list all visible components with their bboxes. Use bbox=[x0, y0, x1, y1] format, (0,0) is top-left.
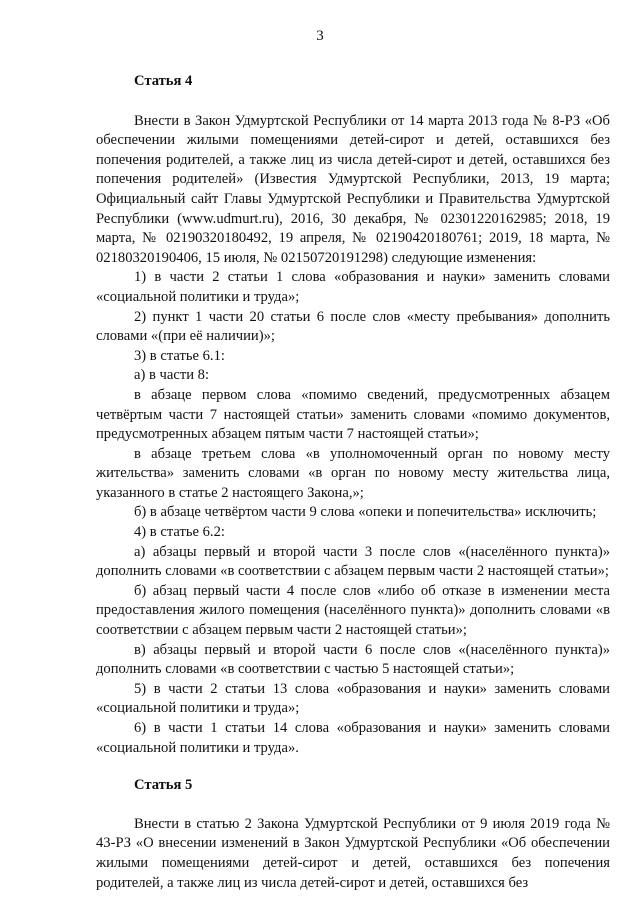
article-4-paragraph: 3) в статье 6.1: bbox=[134, 347, 225, 364]
article-5-paragraph: Внести в статью 2 Закона Удмуртской Республики от 9 июля 2019 года № 43-РЗ «О внесении изменений в Закон Удмуртской Республики «Об обеспечении жилыми помещениями детей-сирот и детей, оставшихся без попечения родителей, а также лиц из числа детей-сирот и детей, оставшихся без bbox=[96, 815, 610, 891]
article-4-paragraph: а) абзацы первый и второй части 3 после слов «(населённого пункта)» дополнить словами «в соответствии с абзацем первым части 2 настоящей статьи»; bbox=[96, 543, 610, 580]
page-number: 3 bbox=[316, 28, 324, 44]
article-4-paragraph: Внести в Закон Удмуртской Республики от 14 марта 2013 года № 8-РЗ «Об обеспечении жилыми помещениями детей-сирот и детей, оставшихся без попечения родителей, а также лиц из числа детей-сирот и детей, оставшихся без попечения родителей» (Известия Удмуртской Республики, 2013, 19 марта; Официальный сайт Главы Удмуртской Республики и Правительства Удмуртской Республики (www.udmurt.ru), 2016, 30 декабря, № 02301220162985; 2018, 19 марта, № 02190320180492, 19 апреля, № 02190420180761; 2019, 18 марта, № 02180320190406, 15 июля, № 02150720191298) следующие изменения: bbox=[96, 112, 610, 266]
document-body bbox=[96, 72, 610, 893]
article-5-heading: Статья 5 bbox=[134, 777, 193, 794]
article-4-paragraph: в абзаце первом слова «помимо сведений, предусмотренных абзацем четвёртым части 7 настоящей статьи» заменить словами «помимо документов, предусмотренных абзацем пятым части 7 настоящей статьи»; bbox=[96, 386, 610, 443]
article-4-paragraph: в) абзацы первый и второй части 6 после слов «(населённого пункта)» дополнить словами «в соответствии с частью 5 настоящей статьи»; bbox=[96, 641, 610, 678]
article-4-paragraph: 5) в части 2 статьи 13 слова «образования и науки» заменить словами «социальной политики и труда»; bbox=[96, 680, 610, 717]
article-4-paragraph: в абзаце третьем слова «в уполномоченный орган по новому месту жительства» заменить словами «в орган по новому месту жительства лица, указанного в статье 2 настоящего Закона,»; bbox=[96, 445, 610, 501]
article-4-paragraph: б) абзац первый части 4 после слов «либо об отказе в изменении места предоставления жилого помещения (населённого пункта)» дополнить словами «в соответствии с абзацем первым части 2 настоящей статьи»; bbox=[96, 582, 610, 639]
article-4-heading: Статья 4 bbox=[134, 73, 193, 89]
article-4-paragraph: 6) в части 1 статьи 14 слова «образования и науки» заменить словами «социальной политики и труда». bbox=[96, 720, 610, 756]
article-4-paragraph: 4) в статье 6.2: bbox=[134, 524, 225, 541]
article-4-paragraph: а) в части 8: bbox=[134, 367, 210, 384]
article-4-paragraph: б) в абзаце четвёртом части 9 слова «опеки и попечительства» исключить; bbox=[134, 504, 597, 521]
article-4-paragraph: 1) в части 2 статьи 1 слова «образования и науки» заменить словами «социальной политики и труда»; bbox=[96, 269, 610, 305]
article-4-paragraph: 2) пункт 1 части 20 статьи 6 после слов «месту пребывания» дополнить словами «(при её наличии)»; bbox=[96, 308, 610, 345]
